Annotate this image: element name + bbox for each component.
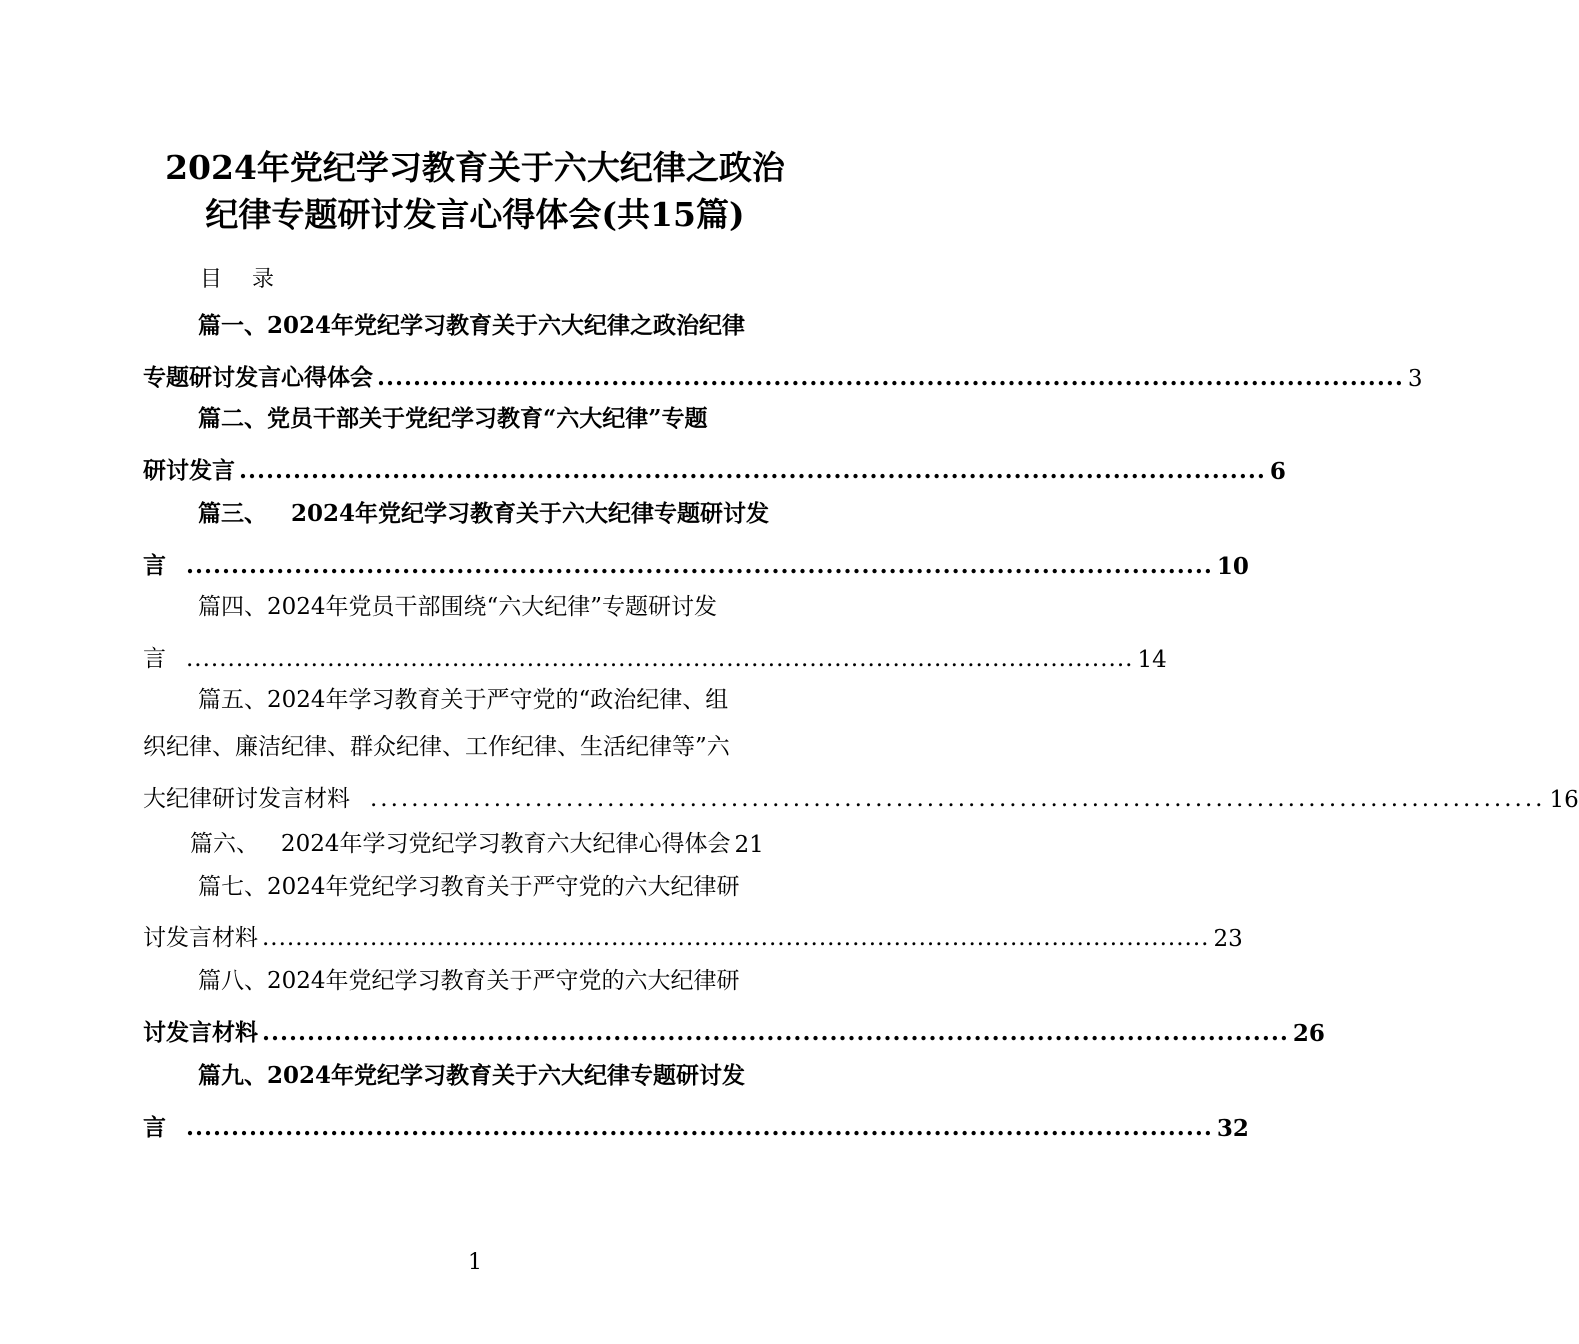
toc-entry-8-line-1[interactable]: 篇八、2024年党纪学习教育关于严守党的六大纪律研 xyxy=(198,968,740,994)
leader-dots: .................................................................................................................. xyxy=(186,552,1213,579)
document-title xyxy=(100,144,850,238)
toc-entry-1-page: 3 xyxy=(1407,366,1423,392)
toc-entry-3-line-2[interactable]: 言 .................................................................................................................. 10 xyxy=(143,552,1249,580)
toc-entry-2-line-2[interactable]: 研讨发言 .................................................................................................................. 6 xyxy=(143,457,1286,485)
toc-heading xyxy=(200,262,274,293)
toc-entry-4-line-2[interactable]: 言 .................................................................................................................. 14 xyxy=(143,646,1167,673)
toc-entry-2-line-1[interactable]: 篇二、党员干部关于党纪学习教育“六大纪律”专题 xyxy=(198,405,708,432)
title-line-2: 纪律专题研讨发言心得体会(共15篇) xyxy=(205,195,745,234)
toc-entry-9-page: 32 xyxy=(1216,1115,1249,1142)
toc-entry-4-line-1[interactable]: 篇四、2024年党员干部围绕“六大纪律”专题研讨发 xyxy=(198,594,718,620)
toc-entry-9-line-2[interactable]: 言 .................................................................................................................. 32 xyxy=(143,1114,1249,1142)
leader-dots: .................................................................................................................. xyxy=(262,925,1210,951)
toc-entry-5-line-2[interactable]: 织纪律、廉洁纪律、群众纪律、工作纪律、生活纪律等”六 xyxy=(143,734,730,760)
leader-dots: .................................................................................................................. xyxy=(370,786,1546,812)
toc-entry-1-line-2[interactable]: 专题研讨发言心得体会 .................................................................................................................. 3 xyxy=(143,364,1423,392)
leader-dots: .................................................................................................................. xyxy=(262,1019,1289,1046)
toc-entry-4-page: 14 xyxy=(1137,647,1167,673)
toc-entry-7-page: 23 xyxy=(1213,926,1243,952)
toc-entry-3-line-1[interactable]: 篇三、 2024年党纪学习教育关于六大纪律专题研讨发 xyxy=(198,500,770,527)
toc-entry-7-line-1[interactable]: 篇七、2024年党纪学习教育关于严守党的六大纪律研 xyxy=(198,874,740,900)
toc-entry-5-line-1[interactable]: 篇五、2024年学习教育关于严守党的“政治纪律、组 xyxy=(198,687,729,713)
toc-entry-2-page: 6 xyxy=(1269,458,1286,485)
toc-heading-char-1: 目 xyxy=(200,267,223,292)
toc-entry-6[interactable]: 篇六、 2024年学习党纪学习教育六大纪律心得体会 21 xyxy=(190,831,764,858)
title-line-1: 2024年党纪学习教育关于六大纪律之政治 xyxy=(165,148,785,187)
leader-dots: .................................................................................................................. xyxy=(239,457,1266,484)
toc-heading-char-2: 录 xyxy=(252,267,275,292)
toc-entry-8-line-2[interactable]: 讨发言材料 .................................................................................................................. 26 xyxy=(143,1019,1325,1047)
leader-dots: .................................................................................................................. xyxy=(186,646,1134,672)
toc-entry-7-line-2[interactable]: 讨发言材料 .................................................................................................................. 23 xyxy=(143,925,1243,952)
leader-dots: .................................................................................................................. xyxy=(186,1114,1213,1141)
toc-entry-8-page: 26 xyxy=(1292,1020,1325,1047)
toc-entry-3-page: 10 xyxy=(1216,553,1249,580)
leader-dots: .................................................................................................................. xyxy=(377,364,1404,391)
toc-entry-5-line-3[interactable]: 大纪律研讨发言材料 .................................................................................................................. 16 xyxy=(143,786,1579,813)
toc-entry-1-line-1[interactable]: 篇一、2024年党纪学习教育关于六大纪律之政治纪律 xyxy=(198,312,746,339)
toc-entry-5-page: 16 xyxy=(1549,787,1579,813)
toc-entry-9-line-1[interactable]: 篇九、2024年党纪学习教育关于六大纪律专题研讨发 xyxy=(198,1062,746,1089)
page-number: 1 xyxy=(468,1250,482,1275)
toc-entry-6-page: 21 xyxy=(734,832,764,858)
